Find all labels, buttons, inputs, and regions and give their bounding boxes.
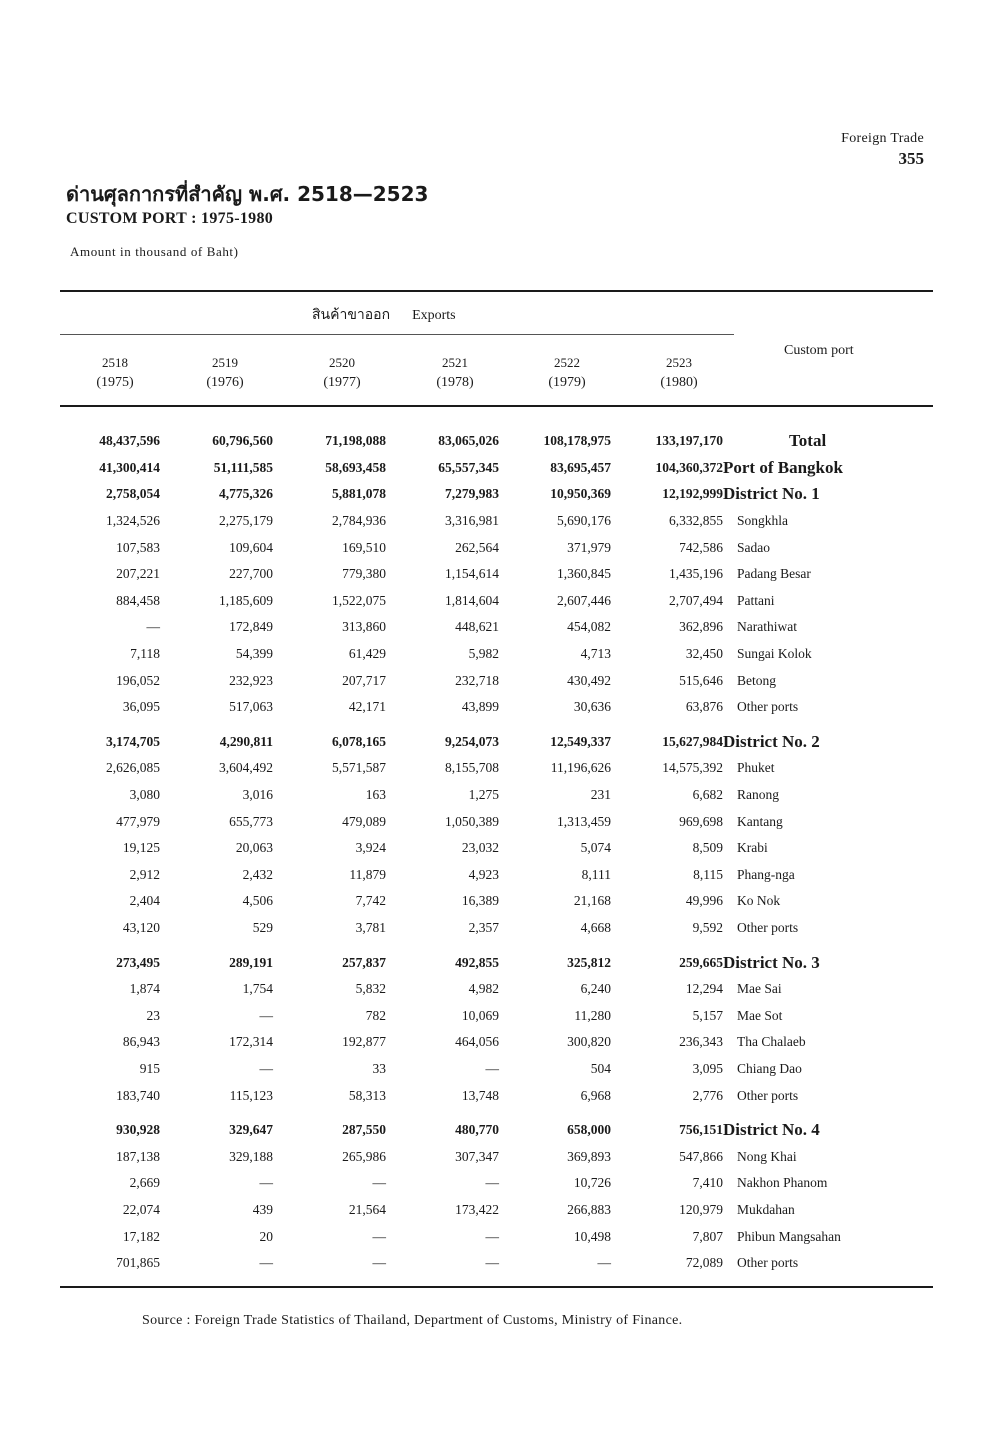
port-name-cell: District No. 1 [723,484,820,504]
value-cell: 12,294 [685,981,723,997]
value-cell: 477,979 [116,813,160,829]
value-cell: 86,943 [122,1034,160,1050]
value-cell: 8,115 [693,866,723,882]
table-row [60,1056,930,1083]
value-cell: 172,849 [229,619,273,635]
port-name-cell: District No. 3 [723,952,820,972]
value-cell: 454,082 [567,619,611,635]
value-cell: 21,168 [573,893,611,909]
table-row [60,561,930,588]
table-row [60,1109,930,1144]
table-row [60,862,930,889]
table-row [60,534,930,561]
table-row [60,588,930,615]
value-cell: 60,796,560 [212,433,273,449]
table-row [60,721,930,756]
table-row [60,976,930,1003]
port-name-cell: Tha Chalaeb [737,1034,806,1050]
value-cell: 6,078,165 [332,733,386,749]
table-row [60,1143,930,1170]
value-cell: 6,240 [580,981,611,997]
port-name-cell: Phang-nga [737,866,795,882]
year-header-1976 [180,353,270,393]
port-name-cell: Narathiwat [737,619,797,635]
value-cell: 10,950,369 [550,486,611,502]
value-cell: 313,860 [342,619,386,635]
value-cell: 16,389 [461,893,499,909]
value-cell: — [485,1228,499,1244]
value-cell: 1,324,526 [106,513,160,529]
value-cell: 5,881,078 [332,486,386,502]
value-cell: 362,896 [679,619,723,635]
port-name-cell: Ranong [737,787,779,803]
value-cell: 232,718 [455,672,499,688]
value-cell: — [372,1175,386,1191]
value-cell: 479,089 [342,813,386,829]
value-cell: 266,883 [567,1201,611,1217]
port-name-cell: Nong Khai [737,1148,797,1164]
value-cell: 4,713 [580,646,611,662]
value-cell: 2,275,179 [219,513,273,529]
value-cell: 21,564 [348,1201,386,1217]
value-cell: 107,583 [116,539,160,555]
exports-label-english: Exports [412,308,456,323]
value-cell: 439 [252,1201,273,1217]
value-cell: — [597,1255,611,1271]
value-cell: 63,876 [685,699,723,715]
value-cell: 11,196,626 [550,760,611,776]
value-cell: — [259,1175,273,1191]
value-cell: 5,157 [692,1007,723,1023]
value-cell: 17,182 [122,1228,160,1244]
year-ce: (1977) [323,375,361,390]
value-cell: 701,865 [116,1255,160,1271]
port-name-cell: Total [789,431,827,451]
value-cell: 133,197,170 [655,433,723,449]
value-cell: 2,432 [242,866,273,882]
table-row [60,941,930,976]
table-row [60,888,930,915]
value-cell: 120,979 [679,1201,723,1217]
port-name-cell: Other ports [737,1255,799,1271]
table-row [60,808,930,835]
section-name: Foreign Trade [841,131,924,146]
value-cell: 3,604,492 [219,760,273,776]
port-name-cell: District No. 2 [723,731,820,751]
value-cell: 83,065,026 [438,433,499,449]
table-row [60,782,930,809]
value-cell: 20 [259,1228,273,1244]
port-name-cell: Mukdahan [737,1201,795,1217]
value-cell: 2,758,054 [106,486,160,502]
value-cell: 329,647 [229,1122,273,1138]
port-name-cell: Krabi [737,840,768,856]
value-cell: 329,188 [229,1148,273,1164]
year-header-1979 [522,353,612,393]
value-cell: — [372,1228,386,1244]
value-cell: 7,410 [692,1175,723,1191]
value-cell: 300,820 [567,1034,611,1050]
table-row [60,455,930,482]
value-cell: 5,690,176 [557,513,611,529]
value-cell: 287,550 [342,1122,386,1138]
year-be: 2518 [102,355,128,370]
value-cell: 517,063 [229,699,273,715]
value-cell: 1,435,196 [669,566,723,582]
value-cell: 207,221 [116,566,160,582]
value-cell: 2,784,936 [332,513,386,529]
value-cell: 192,877 [342,1034,386,1050]
port-name-cell: Mae Sai [737,981,782,997]
value-cell: 109,604 [229,539,273,555]
value-cell: 2,607,446 [557,592,611,608]
port-name-cell: Sungai Kolok [737,646,812,662]
value-cell: 3,924 [355,840,386,856]
value-cell: 22,074 [122,1201,160,1217]
value-cell: 43,899 [461,699,499,715]
value-cell: 23,032 [461,840,499,856]
value-cell: 884,458 [116,592,160,608]
value-cell: 307,347 [455,1148,499,1164]
title-thai: ด่านศุลกากรที่สำคัญ พ.ศ. 2518—2523 [66,182,429,206]
value-cell: 464,056 [455,1034,499,1050]
value-cell: 655,773 [229,813,273,829]
value-cell: 7,118 [130,646,160,662]
table-row [60,614,930,641]
header-rule [60,405,933,407]
value-cell: 8,509 [692,840,723,856]
value-cell: 187,138 [116,1148,160,1164]
value-cell: 515,646 [679,672,723,688]
source-note: Source : Foreign Trade Statistics of Thailand, Department of Customs, Ministry of Finance. [142,1313,683,1328]
table-row [60,1029,930,1056]
page-number: 355 [898,149,924,168]
value-cell: 8,111 [581,866,611,882]
custom-port-table [60,428,930,1276]
value-cell: 547,866 [679,1148,723,1164]
value-cell: 1,185,609 [219,592,273,608]
table-row [60,694,930,721]
port-name-cell: Sadao [737,539,770,555]
table-row [60,1197,930,1224]
year-ce: (1975) [96,375,134,390]
table-row [60,428,930,455]
value-cell: 1,275 [468,787,499,803]
value-cell: 2,626,085 [106,760,160,776]
value-cell: 32,450 [685,646,723,662]
value-cell: 262,564 [455,539,499,555]
value-cell: 930,928 [116,1122,160,1138]
value-cell: — [259,1255,273,1271]
value-cell: 4,982 [468,981,499,997]
page-header [841,131,924,169]
value-cell: 2,707,494 [669,592,723,608]
value-cell: 43,120 [122,919,160,935]
bottom-rule [60,1286,933,1288]
value-cell: 371,979 [567,539,611,555]
value-cell: 492,855 [455,954,499,970]
port-name-cell: Padang Besar [737,566,811,582]
value-cell: 54,399 [235,646,273,662]
value-cell: 969,698 [679,813,723,829]
table-body [60,428,930,1276]
table-row [60,915,930,942]
value-cell: 1,874 [129,981,160,997]
value-cell: 4,775,326 [219,486,273,502]
value-cell: 23 [146,1007,160,1023]
value-cell: — [485,1255,499,1271]
value-cell: 172,314 [229,1034,273,1050]
value-cell: 265,986 [342,1148,386,1164]
year-header-1977 [297,353,387,393]
title-english: CUSTOM PORT : 1975-1980 [66,210,274,227]
year-be: 2522 [554,355,580,370]
port-name-cell: Betong [737,672,776,688]
value-cell: 5,832 [355,981,386,997]
value-cell: 1,522,075 [332,592,386,608]
value-cell: 289,191 [229,954,273,970]
value-cell: 2,357 [468,919,499,935]
value-cell: 115,123 [229,1087,273,1103]
value-cell: — [485,1060,499,1076]
unit-note: Amount in thousand of Baht) [70,244,239,259]
value-cell: 2,912 [129,866,160,882]
port-name-cell: Kantang [737,813,783,829]
value-cell: 5,571,587 [332,760,386,776]
table-row [60,641,930,668]
value-cell: 3,781 [355,919,386,935]
table-row [60,1002,930,1029]
value-cell: 10,069 [461,1007,499,1023]
value-cell: — [372,1255,386,1271]
value-cell: 58,693,458 [325,459,386,475]
value-cell: 3,080 [129,787,160,803]
value-cell: 58,313 [348,1087,386,1103]
value-cell: 183,740 [116,1087,160,1103]
value-cell: — [259,1060,273,1076]
port-name-cell: Phuket [737,760,775,776]
value-cell: 2,776 [692,1087,723,1103]
value-cell: 20,063 [235,840,273,856]
value-cell: 915 [139,1060,160,1076]
year-be: 2519 [212,355,238,370]
value-cell: 83,695,457 [550,459,611,475]
value-cell: 19,125 [122,840,160,856]
value-cell: 7,279,983 [445,486,499,502]
value-cell: 10,498 [573,1228,611,1244]
value-cell: 658,000 [567,1122,611,1138]
year-ce: (1976) [206,375,244,390]
value-cell: 369,893 [567,1148,611,1164]
port-name-cell: Other ports [737,699,799,715]
value-cell: 5,982 [468,646,499,662]
port-name-cell: Port of Bangkok [723,457,843,477]
value-cell: 6,968 [580,1087,611,1103]
year-be: 2520 [329,355,355,370]
value-cell: 4,506 [242,893,273,909]
value-cell: 10,726 [573,1175,611,1191]
value-cell: 756,151 [679,1122,723,1138]
top-rule [60,290,933,292]
value-cell: 231 [590,787,611,803]
value-cell: 3,316,981 [445,513,499,529]
value-cell: 1,050,389 [445,813,499,829]
value-cell: 6,682 [692,787,723,803]
value-cell: 36,095 [122,699,160,715]
value-cell: 61,429 [348,646,386,662]
value-cell: 4,923 [468,866,499,882]
value-cell: 2,404 [129,893,160,909]
value-cell: 782 [365,1007,386,1023]
exports-label [312,304,456,326]
value-cell: 196,052 [116,672,160,688]
value-cell: 3,174,705 [106,733,160,749]
value-cell: 1,313,459 [557,813,611,829]
value-cell: 4,668 [580,919,611,935]
value-cell: 448,621 [455,619,499,635]
year-ce: (1978) [436,375,474,390]
value-cell: 1,754 [242,981,273,997]
year-be: 2523 [666,355,692,370]
port-name-cell: Songkhla [737,513,789,529]
value-cell: — [146,619,160,635]
value-cell: 8,155,708 [445,760,499,776]
port-name-cell: Pattani [737,592,775,608]
value-cell: 1,360,845 [557,566,611,582]
port-name-cell: Phibun Mangsahan [737,1228,841,1244]
value-cell: 257,837 [342,954,386,970]
value-cell: 273,495 [116,954,160,970]
value-cell: 9,254,073 [445,733,499,749]
port-name-cell: District No. 4 [723,1120,820,1140]
value-cell: 13,748 [461,1087,499,1103]
port-name-cell: Chiang Dao [737,1060,802,1076]
year-ce: (1979) [548,375,586,390]
value-cell: 3,095 [692,1060,723,1076]
table-row [60,1082,930,1109]
value-cell: 529 [252,919,273,935]
value-cell: 325,812 [567,954,611,970]
value-cell: 259,665 [679,954,723,970]
value-cell: 7,807 [692,1228,723,1244]
value-cell: 4,290,811 [219,733,273,749]
value-cell: 232,923 [229,672,273,688]
value-cell: 12,192,999 [662,486,723,502]
value-cell: 1,814,604 [445,592,499,608]
value-cell: 163 [365,787,386,803]
value-cell: 480,770 [455,1122,499,1138]
value-cell: 41,300,414 [99,459,160,475]
table-row [60,1170,930,1197]
table-row [60,1223,930,1250]
value-cell: 169,510 [342,539,386,555]
custom-port-header: Custom port [784,343,854,358]
value-cell: 236,343 [679,1034,723,1050]
port-name-cell: Nakhon Phanom [737,1175,828,1191]
port-name-cell: Other ports [737,919,799,935]
port-name-cell: Mae Sot [737,1007,783,1023]
table-row [60,667,930,694]
value-cell: 30,636 [573,699,611,715]
table-row [60,835,930,862]
value-cell: 51,111,585 [213,459,273,475]
value-cell: 779,380 [342,566,386,582]
value-cell: 104,360,372 [655,459,723,475]
value-cell: 430,492 [567,672,611,688]
port-name-cell: Other ports [737,1087,799,1103]
value-cell: — [259,1007,273,1023]
table-row [60,508,930,535]
table-row [60,481,930,508]
value-cell: 2,669 [129,1175,160,1191]
year-header-1980 [634,353,724,393]
value-cell: 1,154,614 [445,566,499,582]
year-ce: (1980) [660,375,698,390]
exports-label-thai: สินค้าขาออก [312,307,391,323]
value-cell: 742,586 [679,539,723,555]
value-cell: 72,089 [685,1255,723,1271]
value-cell: 11,879 [349,866,386,882]
year-header-1978 [410,353,500,393]
port-name-cell: Ko Nok [737,893,781,909]
value-cell: 504 [590,1060,611,1076]
value-cell: 15,627,984 [662,733,723,749]
value-cell: 49,996 [685,893,723,909]
value-cell: 173,422 [455,1201,499,1217]
value-cell: 11,280 [574,1007,611,1023]
value-cell: 9,592 [692,919,723,935]
table-row [60,1250,930,1277]
year-be: 2521 [442,355,468,370]
exports-rule [60,334,734,335]
value-cell: 42,171 [348,699,386,715]
value-cell: 65,557,345 [438,459,499,475]
value-cell: 71,198,088 [325,433,386,449]
year-header-1975 [70,353,160,393]
value-cell: 3,016 [242,787,273,803]
value-cell: 14,575,392 [662,760,723,776]
value-cell: 33 [372,1060,386,1076]
value-cell: — [485,1175,499,1191]
value-cell: 5,074 [580,840,611,856]
value-cell: 7,742 [355,893,386,909]
value-cell: 108,178,975 [543,433,611,449]
value-cell: 207,717 [342,672,386,688]
value-cell: 6,332,855 [669,513,723,529]
value-cell: 12,549,337 [550,733,611,749]
table-row [60,755,930,782]
value-cell: 48,437,596 [99,433,160,449]
value-cell: 227,700 [229,566,273,582]
